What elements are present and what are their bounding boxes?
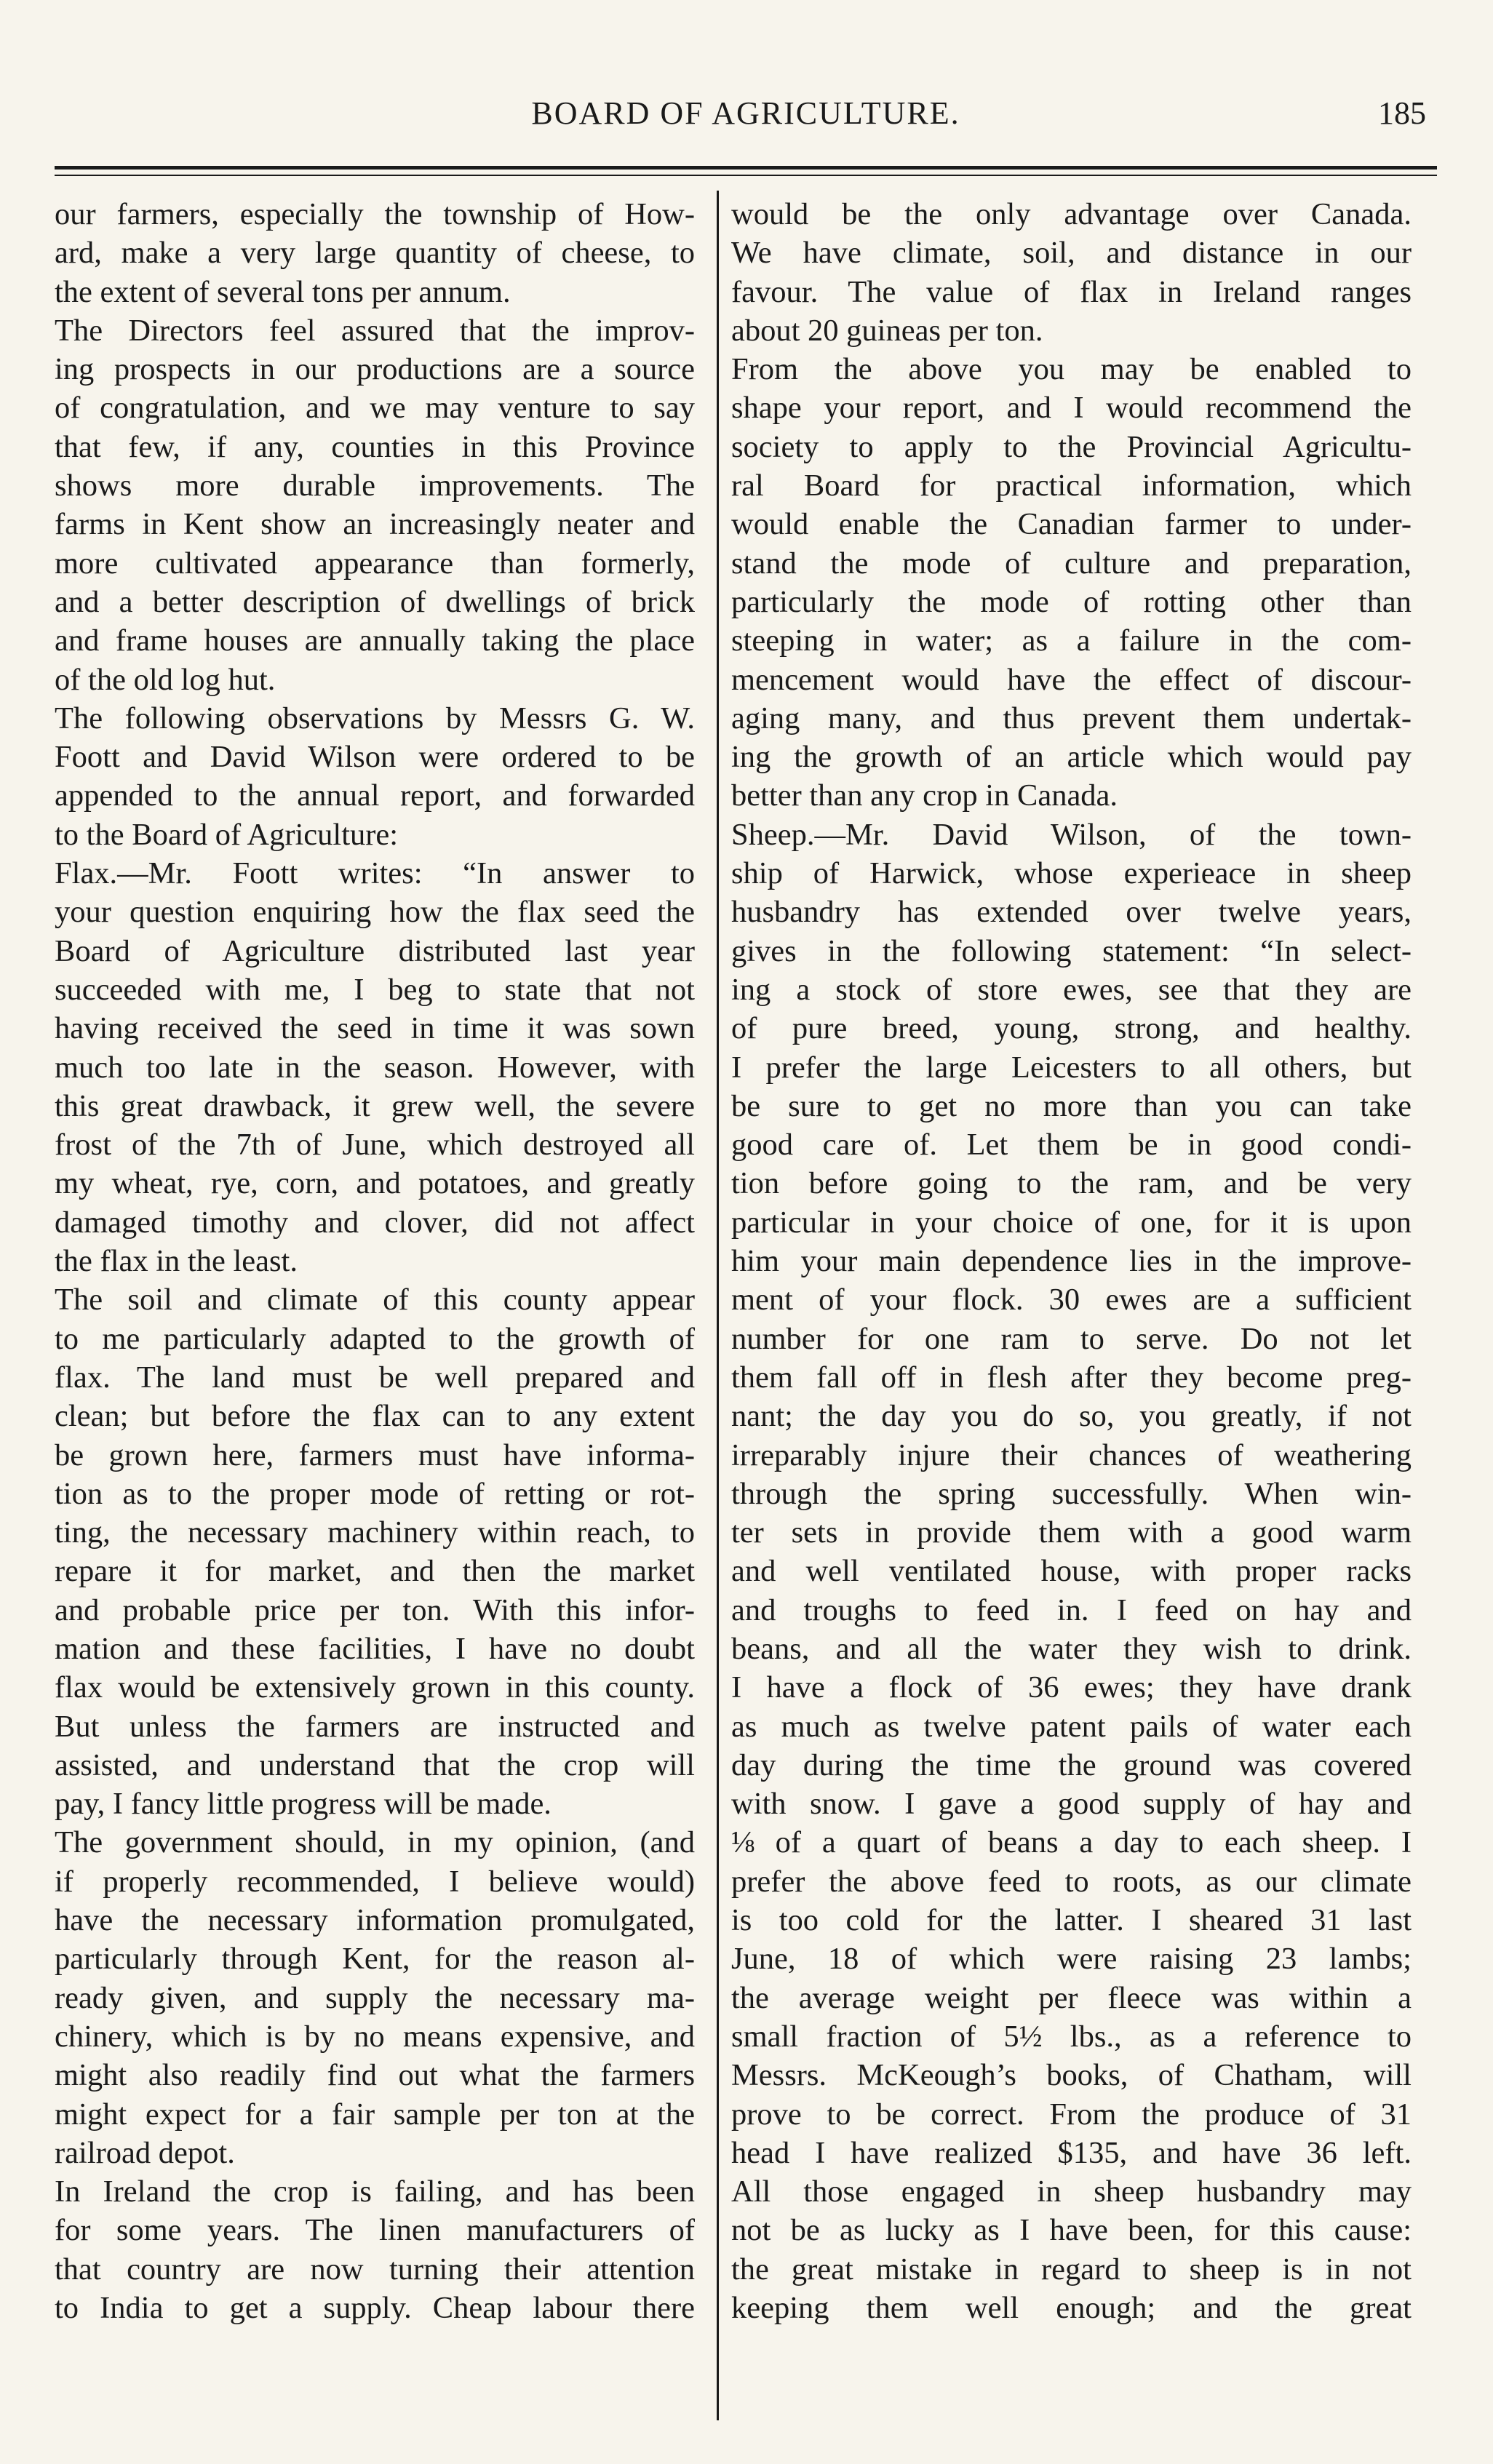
- text-line: The following observations by Messrs G. W.: [55, 701, 695, 735]
- text-line: ter sets in provide them with a good warm: [731, 1515, 1412, 1550]
- text-line: Foott and David Wilson were ordered to be: [55, 740, 695, 775]
- text-line: much too late in the season. However, with: [55, 1050, 695, 1085]
- text-line: that country are now turning their attention: [55, 2252, 695, 2286]
- text-line: In Ireland the crop is failing, and has been: [55, 2174, 695, 2209]
- text-line: the extent of several tons per annum.: [55, 274, 511, 309]
- text-line: of congratulation, and we may venture to say: [55, 391, 695, 426]
- text-line: shape your report, and I would recommend the: [731, 391, 1412, 426]
- text-line: damaged timothy and clover, did not affect: [55, 1205, 695, 1240]
- text-line: tion as to the proper mode of retting or rot-: [55, 1476, 695, 1511]
- left-column: [55, 195, 695, 2327]
- text-line: assisted, and understand that the crop will: [55, 1747, 695, 1782]
- text-line: ship of Harwick, whose experieace in sheep: [731, 856, 1412, 891]
- text-line: is too cold for the latter. I sheared 31 last: [731, 1903, 1412, 1938]
- text-line: The government should, in my opinion, (and: [55, 1825, 695, 1860]
- text-line: for some years. The linen manufacturers of: [55, 2213, 695, 2248]
- text-line: From the above you may be enabled to: [731, 352, 1412, 387]
- text-line: with snow. I gave a good supply of hay and: [731, 1787, 1412, 1822]
- text-line: June, 18 of which were raising 23 lambs;: [731, 1942, 1412, 1977]
- text-line: Board of Agriculture distributed last year: [55, 933, 695, 968]
- text-line: number for one ram to serve. Do not let: [731, 1321, 1412, 1356]
- text-line: husbandry has extended over twelve years,: [731, 895, 1412, 930]
- text-line: might also readily find out what the farmers: [55, 2058, 695, 2093]
- text-line: steeping in water; as a failure in the com-: [731, 623, 1412, 658]
- header-rule-thick: [55, 166, 1437, 170]
- text-line: having received the seed in time it was sown: [55, 1011, 695, 1046]
- text-line: Flax.—Mr. Foott writes: “In answer to: [55, 856, 695, 891]
- text-line: and a better description of dwellings of brick: [55, 584, 695, 619]
- text-line: that few, if any, counties in this Province: [55, 429, 695, 464]
- header-rule-thin: [55, 175, 1437, 176]
- text-line: better than any crop in Canada.: [731, 778, 1118, 813]
- text-line: the great mistake in regard to sheep is in not: [731, 2252, 1412, 2286]
- text-line: clean; but before the flax can to any extent: [55, 1399, 695, 1434]
- text-line: pay, I fancy little progress will be made.: [55, 1787, 552, 1822]
- text-line: and well ventilated house, with proper racks: [731, 1554, 1412, 1589]
- text-line: aging many, and thus prevent them undertak-: [731, 701, 1412, 735]
- text-line: mation and these facilities, I have no doubt: [55, 1631, 695, 1666]
- running-header: [58, 87, 1433, 145]
- text-line: would enable the Canadian farmer to under-: [731, 507, 1412, 542]
- text-line: Sheep.—Mr. David Wilson, of the town-: [731, 817, 1412, 852]
- text-line: if properly recommended, I believe would): [55, 1864, 695, 1899]
- text-line: not be as lucky as I have been, for this cause:: [731, 2213, 1412, 2248]
- text-line: head I have realized $135, and have 36 left.: [731, 2135, 1412, 2170]
- running-title: BOARD OF AGRICULTURE.: [531, 95, 960, 131]
- text-line: through the spring successfully. When win-: [731, 1476, 1412, 1511]
- text-line: to me particularly adapted to the growth of: [55, 1321, 695, 1356]
- text-line: The soil and climate of this county appear: [55, 1283, 695, 1317]
- text-line: flax. The land must be well prepared and: [55, 1360, 695, 1395]
- text-line: flax would be extensively grown in this county.: [55, 1670, 695, 1705]
- text-line: I prefer the large Leicesters to all others, but: [731, 1050, 1412, 1085]
- text-line: them fall off in flesh after they become preg-: [731, 1360, 1412, 1395]
- text-line: We have climate, soil, and distance in our: [731, 236, 1412, 271]
- text-line: about 20 guineas per ton.: [731, 313, 1043, 348]
- text-line: shows more durable improvements. The: [55, 469, 695, 503]
- text-line: would be the only advantage over Canada.: [731, 197, 1412, 231]
- text-line: and frame houses are annually taking the place: [55, 623, 695, 658]
- right-column: [731, 195, 1412, 2327]
- text-line: more cultivated appearance than formerly,: [55, 546, 695, 581]
- text-line: the average weight per fleece was within a: [731, 1980, 1412, 2015]
- text-line: your question enquiring how the flax seed the: [55, 895, 695, 930]
- text-line: The Directors feel assured that the improv-: [55, 313, 695, 348]
- text-line: to the Board of Agriculture:: [55, 817, 399, 852]
- text-line: gives in the following statement: “In select-: [731, 933, 1412, 968]
- text-line: him your main dependence lies in the improve-: [731, 1244, 1412, 1279]
- text-line: ing a stock of store ewes, see that they are: [731, 972, 1412, 1007]
- text-line: mencement would have the effect of discour-: [731, 662, 1412, 697]
- text-line: our farmers, especially the township of How-: [55, 197, 695, 231]
- text-line: repare it for market, and then the market: [55, 1554, 695, 1589]
- text-line: All those engaged in sheep husbandry may: [731, 2174, 1412, 2209]
- page-number: 185: [1378, 95, 1426, 131]
- text-line: beans, and all the water they wish to drink.: [731, 1631, 1412, 1666]
- text-line: this great drawback, it grew well, the severe: [55, 1088, 695, 1123]
- text-line: and troughs to feed in. I feed on hay and: [731, 1592, 1412, 1627]
- text-line: prefer the above feed to roots, as our climate: [731, 1864, 1412, 1899]
- text-line: chinery, which is by no means expensive, and: [55, 2019, 695, 2054]
- text-line: to India to get a supply. Cheap labour there: [55, 2291, 695, 2326]
- text-line: have the necessary information promulgated,: [55, 1903, 695, 1938]
- text-line: keeping them well enough; and the great: [731, 2291, 1412, 2326]
- text-line: ral Board for practical information, which: [731, 469, 1412, 503]
- text-line: particular in your choice of one, for it is upon: [731, 1205, 1412, 1240]
- text-line: ment of your flock. 30 ewes are a sufficient: [731, 1283, 1412, 1317]
- text-line: particularly the mode of rotting other than: [731, 584, 1412, 619]
- text-line: irreparably injure their chances of weathering: [731, 1438, 1412, 1472]
- text-line: society to apply to the Provincial Agricultu-: [731, 429, 1412, 464]
- text-line: frost of the 7th of June, which destroyed all: [55, 1128, 695, 1163]
- text-line: nant; the day you do so, you greatly, if not: [731, 1399, 1412, 1434]
- text-line: But unless the farmers are instructed and: [55, 1709, 695, 1744]
- column-divider: [717, 191, 719, 2420]
- text-line: ing the growth of an article which would pay: [731, 740, 1412, 775]
- text-line: ⅛ of a quart of beans a day to each sheep. I: [731, 1825, 1412, 1860]
- text-line: succeeded with me, I beg to state that not: [55, 972, 695, 1007]
- text-line: good care of. Let them be in good condi-: [731, 1128, 1412, 1163]
- text-line: the flax in the least.: [55, 1244, 298, 1279]
- text-line: small fraction of 5½ lbs., as a reference to: [731, 2019, 1412, 2054]
- text-line: tion before going to the ram, and be very: [731, 1166, 1412, 1201]
- text-line: stand the mode of culture and preparation,: [731, 546, 1412, 581]
- text-line: ing prospects in our productions are a source: [55, 352, 695, 387]
- text-line: day during the time the ground was covered: [731, 1747, 1412, 1782]
- text-line: of pure breed, young, strong, and healthy.: [731, 1011, 1412, 1046]
- text-line: be grown here, farmers must have informa-: [55, 1438, 695, 1472]
- text-line: my wheat, rye, corn, and potatoes, and greatly: [55, 1166, 695, 1201]
- text-line: might expect for a fair sample per ton at the: [55, 2097, 695, 2132]
- text-line: ard, make a very large quantity of cheese, to: [55, 236, 695, 271]
- text-line: and probable price per ton. With this infor-: [55, 1592, 695, 1627]
- text-line: particularly through Kent, for the reason al-: [55, 1942, 695, 1977]
- text-line: farms in Kent show an increasingly neater and: [55, 507, 695, 542]
- text-line: as much as twelve patent pails of water each: [731, 1709, 1412, 1744]
- text-line: ting, the necessary machinery within reach, to: [55, 1515, 695, 1550]
- text-line: ready given, and supply the necessary ma-: [55, 1980, 695, 2015]
- text-line: favour. The value of flax in Ireland ranges: [731, 274, 1412, 309]
- text-line: railroad depot.: [55, 2135, 235, 2170]
- text-line: prove to be correct. From the produce of 31: [731, 2097, 1412, 2132]
- text-line: I have a flock of 36 ewes; they have drank: [731, 1670, 1412, 1705]
- text-line: appended to the annual report, and forwarded: [55, 778, 695, 813]
- text-line: be sure to get no more than you can take: [731, 1088, 1412, 1123]
- text-line: Messrs. McKeough’s books, of Chatham, will: [731, 2058, 1412, 2093]
- text-line: of the old log hut.: [55, 662, 276, 697]
